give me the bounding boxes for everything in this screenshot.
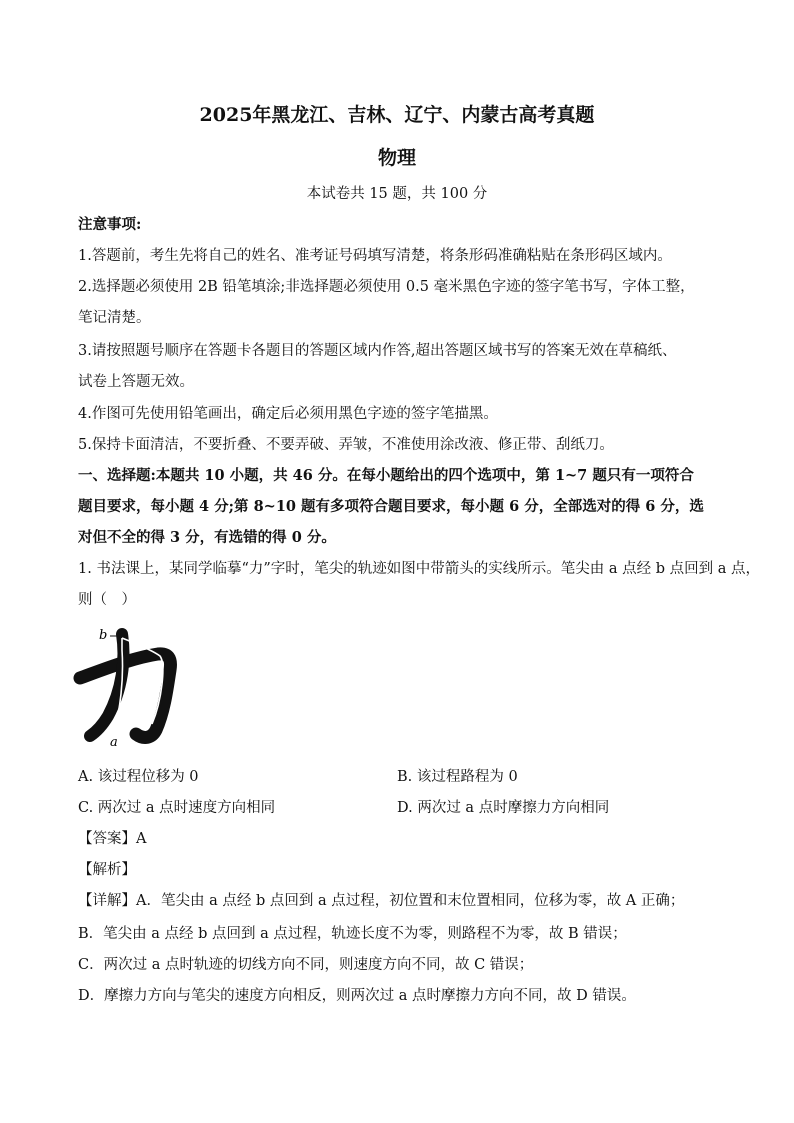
section-heading-line: 一、选择题:本题共 10 小题，共 46 分。在每小题给出的四个选项中，第 1~7 题只有一项符合 <box>78 467 694 484</box>
detail-line: 【详解】A．笔尖由 a 点经 b 点回到 a 点过程，初位置和末位置相同，位移为零，故 A 正确； <box>78 893 685 909</box>
calligraphy-figure <box>72 620 192 750</box>
analysis-heading: 【解析】 <box>78 862 136 878</box>
label-b: b <box>99 628 108 643</box>
notice-item: 3.请按照题号顺序在答题卡各题目的答题区域内作答,超出答题区域书写的答案无效在草稿纸、 <box>78 343 677 359</box>
notice-item: 5.保持卡面清洁，不要折叠、不要弄破、弄皱，不准使用涂改液、修正带、刮纸刀。 <box>78 437 614 453</box>
detail-line: D．摩擦力方向与笔尖的速度方向相反，则两次过 a 点时摩擦力方向不同，故 D 错误。 <box>78 988 636 1004</box>
option-c[interactable]: C. 两次过 a 点时速度方向相同 <box>78 800 276 816</box>
notice-item: 4.作图可先使用铅笔画出，确定后必须用黑色字迹的签字笔描黑。 <box>78 406 498 422</box>
option-d[interactable]: D. 两次过 a 点时摩擦力方向相同 <box>397 800 610 816</box>
notice-item: 1.答题前，考生先将自己的姓名、准考证号码填写清楚，将条形码准确粘贴在条形码区域内。 <box>78 248 672 264</box>
stroke-pie <box>90 634 123 736</box>
subject-title: 物理 <box>377 147 416 169</box>
notice-heading: 注意事项: <box>78 216 142 233</box>
question-1-stem-cont: 则（ ） <box>78 592 136 608</box>
section-heading-line: 对但不全的得 3 分，有选错的得 0 分。 <box>78 529 336 546</box>
notice-item: 笔记清楚。 <box>78 310 151 326</box>
option-b[interactable]: B. 该过程路程为 0 <box>397 769 518 785</box>
label-a: a <box>110 735 118 750</box>
option-a[interactable]: A. 该过程位移为 0 <box>78 769 199 785</box>
section-heading-line: 题目要求，每小题 4 分;第 8~10 题有多项符合题目要求，每小题 6 分，全部选对的得 6 分，选 <box>78 498 704 515</box>
detail-line: C．两次过 a 点时轨迹的切线方向不同，则速度方向不同，故 C 错误； <box>78 957 534 973</box>
exam-title: 2025年黑龙江、吉林、辽宁、内蒙古高考真题 <box>199 104 595 126</box>
notice-item: 2.选择题必须使用 2B 铅笔填涂;非选择题必须使用 0.5 毫米黑色字迹的签字笔书写，字体工整， <box>78 279 695 295</box>
notice-item: 试卷上答题无效。 <box>78 374 194 390</box>
answer-label: 【答案】A <box>78 831 147 847</box>
paper-info: 本试卷共 15 题，共 100 分 <box>306 186 488 202</box>
detail-line: B．笔尖由 a 点经 b 点回到 a 点过程，轨迹长度不为零，则路程不为零，故 B 错误； <box>78 926 627 942</box>
question-1-stem: 1. 书法课上，某同学临摹“力”字时，笔尖的轨迹如图中带箭头的实线所示。笔尖由 a 点经 b 点回到 a 点， <box>78 561 760 577</box>
